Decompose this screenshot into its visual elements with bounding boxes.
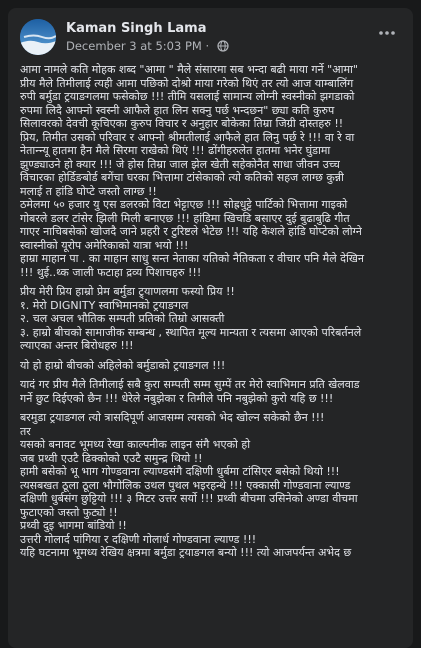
post-text-line: रुपी बर्मुडा ट्रयाङगलमा फसेकोछ !!! तीमि यसलाई सामान्य लोग्नी स्वस्नीको झगडाको — [20, 90, 355, 103]
avatar[interactable] — [20, 19, 56, 55]
post-text-line: हाम्रा माहान पा . का माहान साधु सन्त नेताका यतिको नैतिकता र वीचार पनि मैले देखिन — [20, 252, 364, 265]
post-text-line: रुपमा लिदै आफ्नो स्वस्नी आफैले हात लिन सक्नु पर्छ भन्दछन" छ्या कति कुरुप — [20, 103, 335, 117]
post-text-line: मलाई त हांडि घोप्टे जस्तो लाग्छ !! — [20, 184, 157, 198]
post-text-line: फुटाएको जस्तो फुट्यो !! — [20, 505, 118, 519]
post-text-line: यसको बनावट भूमध्य रेखा काल्पनीक लाइन संगै भएको हो — [20, 438, 251, 451]
post-text-line: गर्ने छुट दिईएको छैन !!! धेरेले नबुझेका र तिमीले पनि नबुझेको कुरो यहि छ !!! — [20, 391, 334, 405]
post-text-line: त्यसबखत ठूला ठूला भौगोलिक उथल पुथल भइरहन्थे !!! एक्कासी गोण्डवाना ल्याण्ड — [20, 478, 351, 492]
post-card — [8, 8, 413, 648]
post-text-line: बरमुडा ट्रयाङगल त्यो त्रासदिपूर्ण आजसम्म त्यसको भेद खोल्न सकेको छैन !!! — [20, 411, 325, 424]
post-text-line: नेतान्न्यू हातमा हैन मैले सिरमा राखेको थिएं !!! ढोंगीहरुलेत हातमा भनेर घुंडामा — [20, 144, 331, 157]
post-text-line: यादं गर प्रीय मैले तिमीलाई सबै कुरा सम्पती सम्म सुम्पें तर मेरो स्वाभिमान प्रति खेलवाड — [20, 378, 360, 391]
post-body — [20, 63, 404, 566]
post-text-line: ठमेलमा ५० हजार यु एस डलरको विटा भेट्टाएछ !!! सोह्रधुट्टे पार्टिको भित्तामा गाइको — [20, 198, 348, 211]
post-text-line: प्रथ्वी दुइ भागमा बांडियो !! — [20, 519, 127, 532]
post-text-line: ३. हाम्रो बीचको सामाजीक सम्बन्ध , स्थापित मूल्य मान्यता र त्यसमा आएको परिबर्तनले — [20, 325, 362, 339]
post-text-line: प्रिय, तिमीत उसको परिवार र आफ्नो श्रीमतीलाई आफैले हात लिनु पर्छ रे !!! वा रे वा — [20, 130, 355, 144]
post-text-line: सिलावरको देवची कूचिएका कुरुप विचार र अनुहार बोकेका तिम्रा जिग्री दोस्तहरु !! — [20, 117, 344, 130]
post-text-line: प्रीय मेरी प्रिय हाम्रो प्रेम बर्मुडा ट्र्याणलमा फस्यो प्रिय !! — [20, 285, 235, 298]
post-text-line: झुण्ड्याउने हो क्यार !!! जे होस तिम्रा जाल झेल खेती सहेकोनैत साधा जीवन उच्च — [20, 157, 340, 171]
meta-separator: · — [205, 39, 210, 53]
post-text-line: प्रीय मैले तिमीलाई त्यही आमा पछिको दोश्रो माया गरेको थिएं तर त्यो आज याम्बालिंग — [20, 76, 354, 90]
post-text-line: १. मेरो DIGNITY स्वाभिमानको ट्रयाङगल — [20, 298, 189, 312]
post-paragraph — [20, 285, 404, 353]
post-paragraph — [20, 63, 404, 279]
author-name[interactable]: Kaman Singh Lama — [66, 21, 207, 36]
post-text-line: दक्षिणी धुर्बसंग छुट्टियो !!! ३ मिटर उत्तर सर्यो !!! प्रथ्वी बीचमा उसिनेको अण्डा वीचमा — [20, 492, 358, 505]
post-text-line: उत्तरी गोलार्द पांगिया र दक्षिणी गोलार्ध गोण्डवाना ल्याण्ड !!! — [20, 532, 257, 546]
post-text-line: !!! थुई..थ्क जाली फटाहा द्रव्य पिशाचहरु !!! — [20, 265, 202, 279]
post-paragraph — [20, 359, 404, 373]
post-date[interactable]: December 3 at 5:03 PM — [66, 39, 202, 53]
post-text-line: गाएर नाचिबसेको खोजदै जाने प्रहरी र टुरिष्टले भेटेछ !!! यहि केशले हांडि घोप्टेको लोग्ने — [20, 225, 362, 238]
post-text-line: गोबरले डलर टांसेर झिली मिली बनाएछ !!! हांडिमा खिचडि बसाएर दुई बुढाबुढि गीत — [20, 211, 350, 225]
post-text-line: स्वास्नीको यूरोप अमेरिकाको यात्रा भयो !!! — [20, 238, 189, 252]
post-paragraph — [20, 378, 404, 405]
post-text-line: आमा नामले कति मोहक शब्द "आमा " मैले संसारमा सब भन्दा बढी माया गर्ने "आमा" — [20, 63, 358, 76]
post-text-line: यो हो हाम्रो बीचको अहिलेको बर्मुडाको ट्रयाङगल !!! — [20, 358, 226, 372]
post-meta — [66, 39, 229, 53]
post-paragraph — [20, 411, 404, 560]
more-options-icon[interactable] — [373, 19, 401, 47]
post-text-line: विचारका होर्डिङबोर्ड बगेंचा घरका भित्तामा टांसेकाको त्यो कतिको सहज लाग्छ कुन्नी — [20, 171, 344, 184]
post-text-line: जब प्रथ्वी एउटै ढिक्कोको एउटै समुन्द्र थियो !! — [20, 451, 203, 465]
post-text-line: हामी बसेको भू भाग गोण्डवाना ल्याण्डसंगै दक्षिणी धुर्बमा टांसिएर बसेको थियो !!! — [20, 465, 340, 478]
post-text-line: तर — [20, 424, 31, 438]
post-text-line: ल्याएका अन्तर बिरोधहरु !!! — [20, 339, 134, 352]
globe-icon — [217, 40, 229, 52]
post-text-line: २. चल अचल भौतिक सम्पती प्रतिको तिम्रो आसक्ती — [20, 312, 225, 325]
post-header — [20, 19, 401, 55]
post-text-line: यहि घटनामा भूमध्य रेखिय क्षत्रमा बर्मुडा ट्रयाङगल बन्यो !!! त्यो आजपर्यन्त अभेद छ — [20, 546, 352, 559]
